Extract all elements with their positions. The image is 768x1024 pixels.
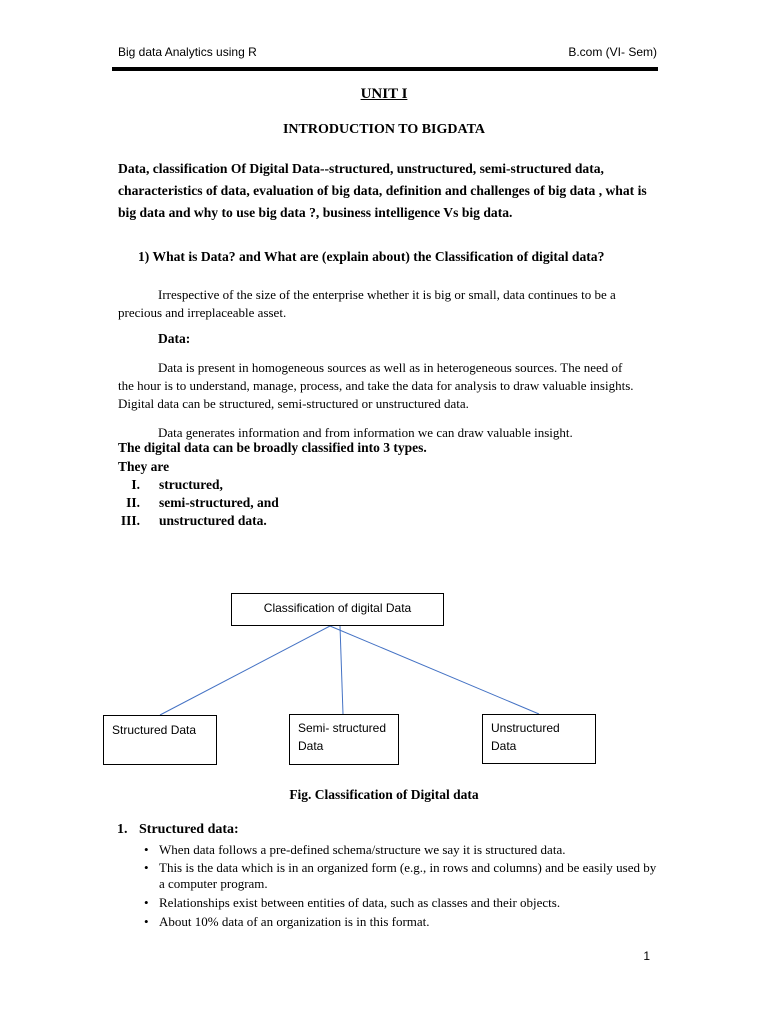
paragraph-3: Data generates information and from information we can draw valuable insight. — [158, 425, 573, 440]
header-right: B.com (VI- Sem) — [568, 45, 657, 59]
bullet-icon: • — [144, 914, 149, 929]
list-item: unstructured data. — [159, 513, 267, 528]
bullet-item: About 10% data of an organization is in this format. — [159, 914, 430, 929]
connector-line — [330, 626, 539, 714]
syllabus-text: Data, classification Of Digital Data--structured, unstructured, semi-structured data, characteristics of data, evaluation of big data, definition and challenges of big data , what is big data and why to use big data ?, business intelligence Vs big data. — [118, 161, 647, 220]
diagram-structured-label: Structured Data — [112, 723, 197, 737]
bullet-item: Relationships exist between entities of data, such as classes and their objects. — [159, 895, 561, 910]
diagram-structured-box — [103, 715, 217, 765]
page-number: 1 — [643, 949, 650, 963]
bullet-item: This is the data which is in an organized form (e.g., in rows and columns) and be easily used by a computer program. — [159, 860, 657, 891]
diagram-unstructured-label: Unstructured Data — [491, 721, 560, 753]
classification-statement: The digital data can be broadly classified into 3 types. — [118, 440, 427, 455]
they-are-label: They are — [118, 459, 170, 474]
diagram-root-label: Classification of digital Data — [263, 601, 412, 615]
bullet-icon: • — [144, 842, 149, 857]
diagram-semistructured-box — [289, 714, 399, 765]
bullet-icon: • — [144, 895, 149, 910]
section-number: 1. — [117, 822, 128, 837]
data-heading: Data: — [158, 331, 191, 346]
section-title: Structured data: — [139, 822, 239, 837]
list-item: semi-structured, and — [159, 495, 279, 510]
list-number: II. — [126, 495, 140, 510]
diagram-unstructured-box — [482, 714, 596, 764]
connector-line — [160, 626, 330, 715]
connector-line — [340, 626, 343, 714]
header-left: Big data Analytics using R — [118, 45, 257, 59]
list-item: structured, — [159, 477, 223, 492]
unit-title: UNIT I — [360, 86, 408, 102]
bullet-icon: • — [144, 860, 149, 875]
paragraph-2: Data is present in homogeneous sources as well as in heterogeneous sources. The need of the hour is to understand, manage, process, and take the data for analysis to draw valuable insights. Digital data can be structured, semi-structured or unstructured data. — [118, 360, 634, 411]
list-number: I. — [131, 477, 140, 492]
paragraph-1: Irrespective of the size of the enterprise whether it is big or small, data continues to be a precious and irreplaceable asset. — [118, 287, 616, 320]
bullet-item: When data follows a pre-defined schema/structure we say it is structured data. — [159, 842, 566, 857]
chapter-title: INTRODUCTION TO BIGDATA — [282, 122, 485, 137]
question-1: 1) What is Data? and What are (explain about) the Classification of digital data? — [138, 249, 605, 264]
list-number: III. — [120, 513, 140, 528]
figure-caption: Fig. Classification of Digital data — [289, 787, 479, 802]
diagram-root-box — [231, 593, 444, 626]
diagram-semistructured-label: Semi- structured Data — [298, 721, 387, 753]
